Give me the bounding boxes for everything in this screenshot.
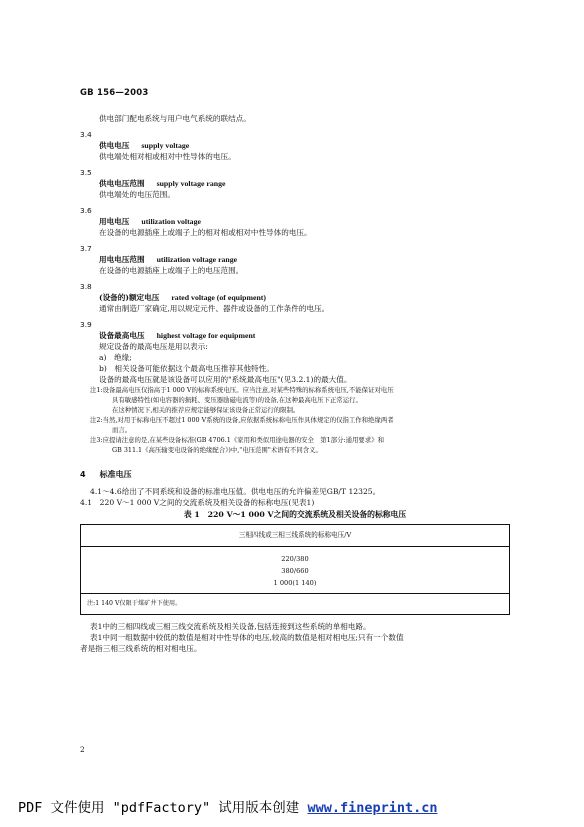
clause-3-9-number: 3.9 bbox=[80, 320, 92, 329]
table-1-note: 注:1 140 V仅限于煤矿井下使用。 bbox=[87, 600, 182, 607]
footer-text: PDF 文件使用 "pdfFactory" 试用版本创建 bbox=[18, 800, 300, 816]
clause-3-9-summary: 设备的最高电压就是该设备可以应用的"系统最高电压"(见3.2.1)的最大值。 bbox=[99, 375, 352, 384]
page-number: 2 bbox=[80, 745, 85, 754]
section-4-number: 4 bbox=[80, 470, 86, 479]
clause-3-9-item-a: a) 绝缘; bbox=[99, 353, 132, 362]
clause-3-9-term: 设备最高电压 bbox=[99, 331, 145, 340]
note-2-line-2: 而言。 bbox=[112, 426, 132, 434]
clause-3-4-term-en: supply voltage bbox=[141, 141, 190, 150]
after-table-paragraph-1: 表1中的三相四线或三相三线交流系统及相关设备,包括连接到这些系统的单相电路。 bbox=[90, 622, 371, 631]
clause-3-6-term-en: utilization voltage bbox=[141, 217, 201, 226]
clause-3-8-term-en: rated voltage (of equipment) bbox=[171, 293, 266, 302]
pdf-watermark-footer bbox=[18, 796, 438, 816]
clause-3-5-term-en: supply voltage range bbox=[156, 179, 226, 188]
clause-3-6-term: 用电电压 bbox=[99, 217, 130, 226]
clause-3-9-item-b: b) 相关设备可能依据这个最高电压推荐其他特性。 bbox=[99, 364, 274, 373]
table-1-header: 三相四线或三相三线系统的标称电压/V bbox=[81, 525, 509, 547]
standard-code-header: GB 156—2003 bbox=[80, 88, 149, 98]
footer-link[interactable]: www.fineprint.cn bbox=[307, 800, 438, 816]
note-1-line-3: 在这种情况下,相关的推荐应规定能够保证该设备正常运行的限制。 bbox=[112, 406, 300, 414]
note-1-line-1: 注1:设备最高电压仅指高于1 000 V的标称系统电压。应当注意,对某些特殊的标称系统电压,不能保证对电压 bbox=[90, 386, 394, 394]
note-1-line-2: 具有敏感特性(如电容器的损耗、变压器励磁电流等)的设备,在这种最高电压下正常运行。 bbox=[112, 396, 362, 404]
section-4-heading bbox=[80, 469, 510, 480]
clause-3-8-definition: 通常由制造厂家确定,用以规定元件、器件或设备的工作条件的电压。 bbox=[99, 304, 330, 313]
table-1-caption: 表 1 220 V～1 000 V之间的交流系统及相关设备的标称电压 bbox=[183, 510, 407, 519]
clause-3-5-number: 3.5 bbox=[80, 168, 92, 177]
after-table-paragraph-3: 者是指三相三线系统的相对相电压。 bbox=[80, 644, 202, 653]
table-row: 380/660 bbox=[281, 567, 309, 575]
clause-3-8-term-line bbox=[80, 292, 510, 303]
clause-3-6-number: 3.6 bbox=[80, 206, 92, 215]
table-1 bbox=[80, 524, 510, 615]
clause-3-7-term-line bbox=[80, 254, 510, 265]
clause-3-4-definition: 供电端处相对相或相对中性导体的电压。 bbox=[99, 152, 236, 161]
after-table-paragraph-2: 表1中同一组数据中较低的数值是相对中性导体的电压,较高的数值是相对相电压;只有一个数值 bbox=[90, 633, 404, 642]
clause-3-7-number: 3.7 bbox=[80, 244, 92, 253]
clause-3-9-term-en: highest voltage for equipment bbox=[156, 331, 256, 340]
section-4-title: 标准电压 bbox=[99, 469, 132, 479]
clause-3-4-number: 3.4 bbox=[80, 130, 92, 139]
note-3-line-1: 注3:应提请注意的是,在某些设备标准(GB 4706.1《家用和类似用途电器的安全 第1部分:通用要求》和 bbox=[90, 436, 384, 444]
clause-3-9-term-line bbox=[80, 330, 510, 341]
table-row: 220/380 bbox=[281, 555, 309, 563]
note-3-line-2: GB 311.1《高压输变电设备的绝缘配合》)中,"电压范围"术语有不同含义。 bbox=[112, 446, 322, 454]
section-4-intro: 4.1～4.6给出了不同系统和设备的标准电压值。供电电压的允许偏差见GB/T 12325。 bbox=[90, 487, 381, 496]
clause-3-6-definition: 在设备的电源插座上或端子上的相对相或相对中性导体的电压。 bbox=[99, 228, 312, 237]
clause-3-4-term-line bbox=[80, 140, 510, 151]
clause-3-4-term: 供电电压 bbox=[99, 141, 130, 150]
table-row: 1 000(1 140) bbox=[273, 579, 317, 587]
document-body bbox=[80, 113, 510, 654]
clause-3-7-term: 用电电压范围 bbox=[99, 255, 145, 264]
clause-3-7-definition: 在设备的电源插座上或端子上的电压范围。 bbox=[99, 266, 244, 275]
clause-3-9-definition: 规定设备的最高电压是用以表示: bbox=[99, 342, 208, 351]
clause-3-8-term: (设备的)额定电压 bbox=[99, 293, 160, 302]
clause-3-5-term-line bbox=[80, 178, 510, 189]
clause-3-6-term-line bbox=[80, 216, 510, 227]
clause-3-5-term: 供电电压范围 bbox=[99, 179, 145, 188]
clause-3-8-number: 3.8 bbox=[80, 282, 92, 291]
clause-4-1-heading: 4.1 220 V～1 000 V之间的交流系统及相关设备的标称电压(见表1) bbox=[80, 498, 315, 507]
intro-text: 供电部门配电系统与用户电气系统的联结点。 bbox=[99, 114, 251, 123]
table-1-body bbox=[81, 547, 509, 594]
clause-3-7-term-en: utilization voltage range bbox=[156, 255, 238, 264]
clause-3-5-definition: 供电端处的电压范围。 bbox=[99, 190, 175, 199]
note-2-line-1: 注2:当然,对用于标称电压不超过1 000 V系统的设备,应依据系统标称电压作具体规定的仅指工作和绝缘两者 bbox=[90, 416, 394, 424]
